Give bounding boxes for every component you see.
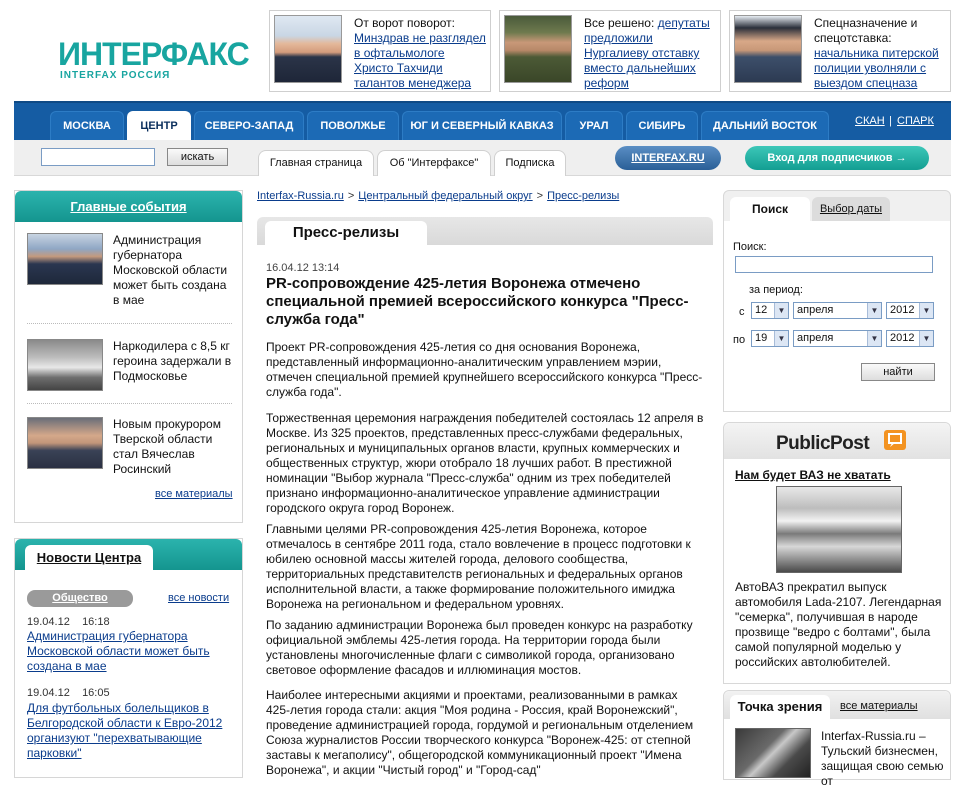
list-item[interactable]: [27, 233, 232, 307]
promo-card-3[interactable]: [729, 10, 951, 92]
news-photo[interactable]: [27, 417, 103, 469]
promo-link[interactable]: депутаты предложили Нургалиеву отставку вместо дальнейших реформ: [584, 16, 710, 90]
search-label: Поиск:: [733, 241, 767, 253]
nav-separator: |: [889, 115, 892, 127]
subscriber-login-button[interactable]: Вход для подписчиков →: [745, 146, 929, 170]
sub-bar: [14, 140, 951, 176]
news-headline[interactable]: Новым прокурором Тверской области стал Вячеслав Росинский: [113, 417, 221, 476]
publicpost-photo[interactable]: [776, 486, 902, 573]
scan-link[interactable]: СКАН: [855, 115, 885, 127]
tab-moscow[interactable]: МОСКВА: [50, 111, 124, 142]
from-label: с: [739, 306, 745, 318]
archive-search-input[interactable]: [735, 256, 933, 273]
tab-search[interactable]: Поиск: [730, 197, 810, 221]
interfax-logo[interactable]: [58, 36, 249, 81]
tab-siberia[interactable]: СИБИРЬ: [626, 111, 698, 142]
breadcrumb-separator: >: [536, 190, 544, 202]
chevron-down-icon: ▼: [774, 331, 788, 346]
all-materials-link[interactable]: все материалы: [155, 488, 233, 500]
promo-card-1[interactable]: [269, 10, 491, 92]
time-text: 16:05: [82, 687, 110, 699]
tab-north-west[interactable]: СЕВЕРО-ЗАПАД: [194, 111, 304, 142]
list-item[interactable]: [27, 339, 232, 399]
tab-subscribe[interactable]: Подписка: [494, 150, 566, 176]
main-events-box: [14, 190, 243, 523]
tab-volga[interactable]: ПОВОЛЖЬЕ: [307, 111, 399, 142]
promo-link[interactable]: начальника питерской полиции уволняли с выездом спецназа: [814, 46, 939, 90]
select-value: апреля: [797, 304, 834, 316]
news-photo[interactable]: [27, 233, 103, 285]
promo-lead: От ворот поворот:: [354, 16, 455, 30]
article-datetime: 16.04.12 13:14: [266, 262, 340, 274]
archive-search-box: [723, 190, 951, 412]
viewpoint-header: [724, 691, 950, 719]
chevron-down-icon: ▼: [867, 303, 881, 318]
date-text: 19.04.12: [27, 616, 70, 628]
promo-link[interactable]: Минздрав не разглядел в офтальмологе Христо Тахчиди талантов менеджера: [354, 31, 486, 90]
select-value: 2012: [890, 332, 915, 344]
center-news-title[interactable]: Новости Центра: [25, 545, 153, 570]
section-header: [257, 217, 713, 245]
chevron-down-icon: ▼: [774, 303, 788, 318]
news-date: [27, 616, 110, 628]
chevron-down-icon: ▼: [919, 303, 933, 318]
article-paragraph: Наиболее интересными акциями и проектами, реализованными в рамках 425-летия города стали: акция "Моя родина - Россия, край Воронежский", проведение администрацией города, гордумой и региональным отделением Союза журналистов России творческого конкурса "Воронеж-425: от степной заставы к мегаполису", общегородской коммуникационный проект "Имена Воронежа", и акции "Чистый город" и "Город-сад": [266, 688, 694, 777]
article-paragraph: Проект PR-сопровождения 425-летия со дня основания Воронежа, представленный информационно-аналитическим управлением мэрии, отмечен специальной премией крупнейшего всероссийского конкурса "Пресс-служба года".: [266, 340, 703, 399]
logo-main-text: ИНТЕРФАКС: [58, 36, 249, 72]
publicpost-logo-icon: [884, 430, 906, 450]
promo-photo[interactable]: [274, 15, 342, 83]
from-month-select[interactable]: [793, 302, 882, 319]
breadcrumb-press[interactable]: Пресс-релизы: [547, 190, 620, 202]
news-photo[interactable]: [27, 339, 103, 391]
tab-home[interactable]: Главная страница: [258, 150, 374, 176]
divider: [27, 323, 232, 324]
search-panel: [724, 221, 950, 411]
news-link[interactable]: Для футбольных болельщиков в Белгородской области к Евро-2012 организуют "перехватывающие парковки": [27, 701, 223, 760]
select-value: 2012: [890, 304, 915, 316]
promo-photo[interactable]: [504, 15, 572, 83]
publicpost-header: [724, 423, 950, 459]
select-value: апреля: [797, 332, 834, 344]
viewpoint-text[interactable]: Interfax-Russia.ru – Тульский бизнесмен, защищая свою семью от: [821, 729, 944, 788]
select-value: 19: [755, 332, 768, 344]
to-month-select[interactable]: [793, 330, 882, 347]
find-button[interactable]: найти: [861, 363, 935, 381]
promo-lead: Все решено:: [584, 16, 655, 30]
breadcrumb: [257, 190, 619, 202]
to-label: по: [733, 334, 746, 346]
article-paragraph: Главными целями PR-сопровождения 425-летия Воронежа, которое отмечалось в сентябре 2011 года, стало вовлечение в процесс подготовки к юбилею основной массы жителей города, делового сообщества, территориальных представителств региональных и федеральных органов исполнительной власти, а также формирование положительного имиджа Воронежа на региональном и федеральном уровнях.: [266, 522, 691, 611]
breadcrumb-separator: >: [347, 190, 355, 202]
promo-lead: Спецназначение и спецотставка:: [814, 16, 918, 45]
section-title: Пресс-релизы: [265, 221, 427, 245]
news-headline[interactable]: Наркодилера с 8,5 кг героина задержали в Подмосковье: [113, 339, 232, 383]
breadcrumb-district[interactable]: Центральный федеральный округ: [358, 190, 533, 202]
from-year-select[interactable]: [886, 302, 934, 319]
news-headline[interactable]: Администрация губернатора Московской области может быть создана в мае: [113, 233, 228, 307]
all-news-link[interactable]: все новости: [168, 592, 230, 604]
tab-date-select[interactable]: Выбор даты: [812, 197, 890, 221]
article-title: PR-сопровождение 425-летия Воронежа отмечено специальной премией всероссийского конкурса "Пресс-служба года": [266, 275, 689, 328]
to-day-select[interactable]: [751, 330, 789, 347]
logo-sub-text: INTERFAX РОССИЯ: [60, 70, 171, 81]
publicpost-logo[interactable]: PublicPost: [776, 433, 870, 454]
main-events-title[interactable]: Главные события: [15, 191, 242, 222]
search-button[interactable]: искать: [167, 148, 228, 166]
promo-photo[interactable]: [734, 15, 802, 83]
regions-nav: [14, 101, 951, 140]
chevron-down-icon: ▼: [919, 331, 933, 346]
chevron-down-icon: ▼: [867, 331, 881, 346]
period-label: за период:: [749, 284, 803, 296]
viewpoint-photo[interactable]: [735, 728, 811, 778]
select-value: 12: [755, 304, 768, 316]
time-text: 16:18: [82, 616, 110, 628]
tab-about[interactable]: Об "Интерфаксе": [377, 150, 491, 176]
publicpost-headline[interactable]: Нам будет ВАЗ не хватать: [735, 468, 891, 482]
promo-card-2[interactable]: [499, 10, 721, 92]
date-text: 19.04.12: [27, 687, 70, 699]
article-paragraph: Торжественная церемония награждения победителей состоялась 12 апреля в Москве. Из 325 проектов, представленных пресс-службами федеральных, региональных и муниципальных органов власти, крупных коммерческих и общественных структур, жюри отобрало 18 лучших работ. В престижной номинации "Выбор журнала "Пресс-служба" одним из трех победителей признано информационно-аналитическое управление администрации городского округа город Воронеж.: [266, 411, 704, 515]
tab-far-east[interactable]: ДАЛЬНИЙ ВОСТОК: [701, 111, 829, 142]
center-news-header: [15, 539, 242, 570]
from-day-select[interactable]: [751, 302, 789, 319]
publicpost-box: [723, 422, 951, 684]
viewpoint-title: Точка зрения: [730, 695, 830, 719]
divider: [27, 403, 232, 404]
interfax-ru-button[interactable]: INTERFAX.RU: [615, 146, 721, 170]
tab-ural[interactable]: УРАЛ: [565, 111, 623, 142]
viewpoint-all-link[interactable]: все материалы: [840, 700, 918, 712]
category-pill[interactable]: Общество: [27, 590, 133, 607]
center-news-box: [14, 538, 243, 778]
search-input[interactable]: [41, 148, 155, 166]
list-item[interactable]: [27, 417, 232, 477]
article-paragraph: По заданию администрации Воронежа был проведен конкурс на разработку официальной эмблемы 425-летия города. На территории города были установлены многочисленные флаги с символикой города, организовано световое оформление фасадов и иллюминация мостов.: [266, 618, 693, 677]
tab-center[interactable]: ЦЕНТР: [127, 111, 191, 142]
spark-link[interactable]: СПАРК: [897, 115, 934, 127]
viewpoint-box: [723, 690, 951, 788]
news-date: [27, 687, 110, 699]
to-year-select[interactable]: [886, 330, 934, 347]
tab-south[interactable]: ЮГ И СЕВЕРНЫЙ КАВКАЗ: [402, 111, 562, 142]
news-link[interactable]: Администрация губернатора Московской области может быть создана в мае: [27, 629, 210, 673]
publicpost-text: АвтоВАЗ прекратил выпуск автомобиля Lada-2107. Легендарная "семерка", получившая в народе прозвище "ведро с болтами", была самой популярной моделью у российских автолюбителей.: [735, 580, 942, 669]
breadcrumb-home[interactable]: Interfax-Russia.ru: [257, 190, 344, 202]
